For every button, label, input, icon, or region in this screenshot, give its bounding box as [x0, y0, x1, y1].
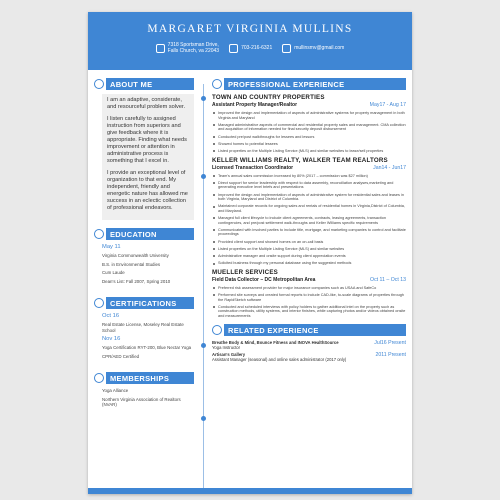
right-column	[208, 78, 406, 488]
certificate-icon	[94, 298, 104, 308]
job-role: Assistant Property Manager/Realtor	[212, 102, 298, 108]
about-p3: I provide an exceptional level of organization to that end. My independent, friendly and energetic nature has allowed me success in an eclectic collection of professional endeavors.	[107, 170, 188, 211]
timeline-dot	[201, 174, 206, 179]
timeline-line	[203, 84, 204, 488]
about-heading: ABOUT ME	[94, 78, 194, 90]
address-item	[156, 42, 219, 54]
about-p1: I am an adaptive, considerate, and resourceful problem solver.	[107, 97, 186, 110]
job-bullets	[212, 111, 406, 154]
graduation-cap-icon	[94, 229, 104, 239]
job-entry	[212, 157, 406, 266]
cert2-date: Nov 16	[102, 336, 121, 342]
email-text: mullinsmv@gmail.com	[294, 45, 345, 51]
cert2-text: Yoga Certification RYT-200, Blue Nectar Yoga	[102, 345, 192, 350]
timeline-dot	[201, 416, 206, 421]
about-text	[102, 94, 194, 220]
address-line2: Falls Church, va 22043	[167, 48, 220, 54]
phone-icon	[229, 44, 238, 53]
resume-body	[88, 70, 412, 488]
job-company: TOWN AND COUNTRY PROPERTIES	[212, 94, 325, 101]
related-date: Jul16 Present	[374, 340, 406, 347]
job-dates: Oct 11 – Oct 13	[370, 276, 406, 283]
certifications-block	[102, 313, 194, 359]
education-block	[102, 244, 194, 284]
bullet-item: Managed full client lifecycle to include client agreements, contracts, leasing agreements, transaction contingencies, and pre/post settlement walk-throughs and Keller Williams specific requirements	[212, 216, 406, 225]
timeline-dot	[201, 96, 206, 101]
about-p2: I listen carefully to assigned instruction from superiors and give feedback where it is appropriate. Finding what needs improvement or attention in administrative process is something that I excel in.	[107, 116, 187, 164]
job-dates: Jan14 - Jun17	[373, 164, 406, 171]
related-org: Artisan's Gallery	[212, 352, 246, 358]
job-company: KELLER WILLIAMS REALTY, WALKER TEAM REALTORS	[212, 156, 388, 164]
briefcase-icon	[212, 79, 222, 89]
bullet-item: Performed site surveys and created formal reports to include CAD-like, to-scale diagrams of properties through the RapidSketch software	[212, 293, 406, 302]
education-date: May 11	[102, 244, 121, 250]
education-school: Virginia Commonwealth University	[102, 253, 169, 258]
bullet-item: Managed administrative aspects of commercial and residential property sales and management. CMA collection and acquisition of information needed for final security deposit disbursement	[212, 123, 406, 132]
education-honor: Cum Laude	[102, 270, 125, 275]
experience-heading: PROFESSIONAL EXPERIENCE	[212, 78, 406, 90]
bullet-item: Preferred risk assessment provider for major insurance companies such as USAA and SafeCo	[212, 286, 406, 291]
job-entry	[212, 269, 406, 319]
cert1-date: Oct 16	[102, 313, 120, 319]
job-bullets	[212, 286, 406, 319]
timeline-dot	[201, 343, 206, 348]
star-icon	[212, 325, 222, 335]
address-line1: 7318 Sportsman Drive,	[167, 42, 219, 48]
membership-2: Northern Virginia Association of Realtors (NVAR)	[102, 396, 181, 407]
bullet-item: Communicated with involved parties to include title, mortgage, and marketing companies to control and facilitate proceedings	[212, 228, 406, 237]
related-heading: RELATED EXPERIENCE	[212, 324, 406, 336]
bullet-item: Listed properties on the Multiple Listing Service (MLS) and similar websites	[212, 247, 406, 252]
location-icon	[156, 44, 165, 53]
membership-1: Yoga Alliance	[102, 388, 129, 393]
bullet-item: Listed properties on the Multiple Listing Service (MLS) and similar websites to lease/sell properties	[212, 149, 406, 154]
resume-header	[88, 12, 412, 70]
phone-text: 703-216-6321	[241, 45, 273, 51]
left-column	[94, 78, 200, 488]
bullet-item: Maintained corporate records for ongoing sales and rentals of residential homes in Virginia,District of Columbia, and Maryland.	[212, 204, 406, 213]
memberships-block	[102, 388, 194, 408]
bullet-item: Solicited business through my personal database using the suggested methods	[212, 261, 406, 266]
related-role: Assistant Manager (seasonal) and online sales administrator (2017 only)	[212, 357, 347, 363]
education-degree: B.S. in Environmental Studies	[102, 261, 161, 267]
resume-page	[88, 12, 412, 494]
memberships-heading: MEMBERSHIPS	[94, 372, 194, 384]
bullet-item: Improved the design and implementation of aspects of administrative systems for property management in both Virginia and Maryland	[212, 111, 406, 120]
bullet-item: Administrative manager and onsite support during client appreciation events	[212, 254, 406, 259]
bullet-item: Showed homes to potential lessees	[212, 142, 406, 147]
phone-item	[229, 42, 272, 54]
related-org: Breathe Body & Mind, Bounce Fitness and INOVA HealthSource	[212, 340, 339, 346]
education-heading: EDUCATION	[94, 228, 194, 240]
bullet-item: Conducted and scheduled interviews with policy holders to gather additional intel on the property such as construction methods, utility systems, and interior finishes, while capturing photos and/or videos obtained onsite and measurements	[212, 305, 406, 319]
job-bullets	[212, 174, 406, 266]
bullet-item: Provided client support and showed homes on an on-call basis	[212, 240, 406, 245]
job-dates: May17 - Aug 17	[369, 102, 406, 108]
job-role: Licensed Transaction Coordinator	[212, 164, 294, 171]
email-item	[282, 42, 344, 54]
timeline	[200, 78, 208, 488]
related-item	[212, 352, 406, 362]
job-entry	[212, 94, 406, 154]
cert3-text: CPR/AED Certified	[102, 353, 140, 359]
footer-bar	[88, 488, 412, 494]
mail-icon	[282, 44, 291, 53]
bullet-item: Direct support for senior leadership with respect to data assembly, reconciliation analyses,marketing and generating executive level briefs and presentations	[212, 181, 406, 190]
bullet-item: Improved the design and implementation of aspects of administrative system for residential sales and leases in both Virginia, Maryland and District of Columbia.	[212, 193, 406, 202]
education-deans-list: Dean's List: Fall 2007, Spring 2010	[102, 278, 171, 284]
contact-info	[88, 42, 412, 54]
certifications-heading: CERTIFICATIONS	[94, 297, 194, 309]
cert1-text: Real Estate License, Moseley Real Estate School	[102, 322, 184, 333]
job-role: Field Data Collector – DC Metropolitan Area	[212, 276, 316, 283]
bullet-item: Team's annual sales commission increased by 80% (2017 – commission was $27 million)	[212, 174, 406, 179]
person-icon	[94, 79, 104, 89]
related-date: 2011 Present	[375, 352, 406, 359]
job-company: MUELLER SERVICES	[212, 268, 279, 276]
candidate-name: MARGARET VIRGINIA MULLINS	[147, 23, 353, 35]
bullet-item: Conducted pre/post walkthroughs for lessees and lessors	[212, 135, 406, 140]
group-icon	[94, 373, 104, 383]
related-role: Yoga Instructor	[212, 345, 241, 351]
related-item	[212, 340, 406, 350]
